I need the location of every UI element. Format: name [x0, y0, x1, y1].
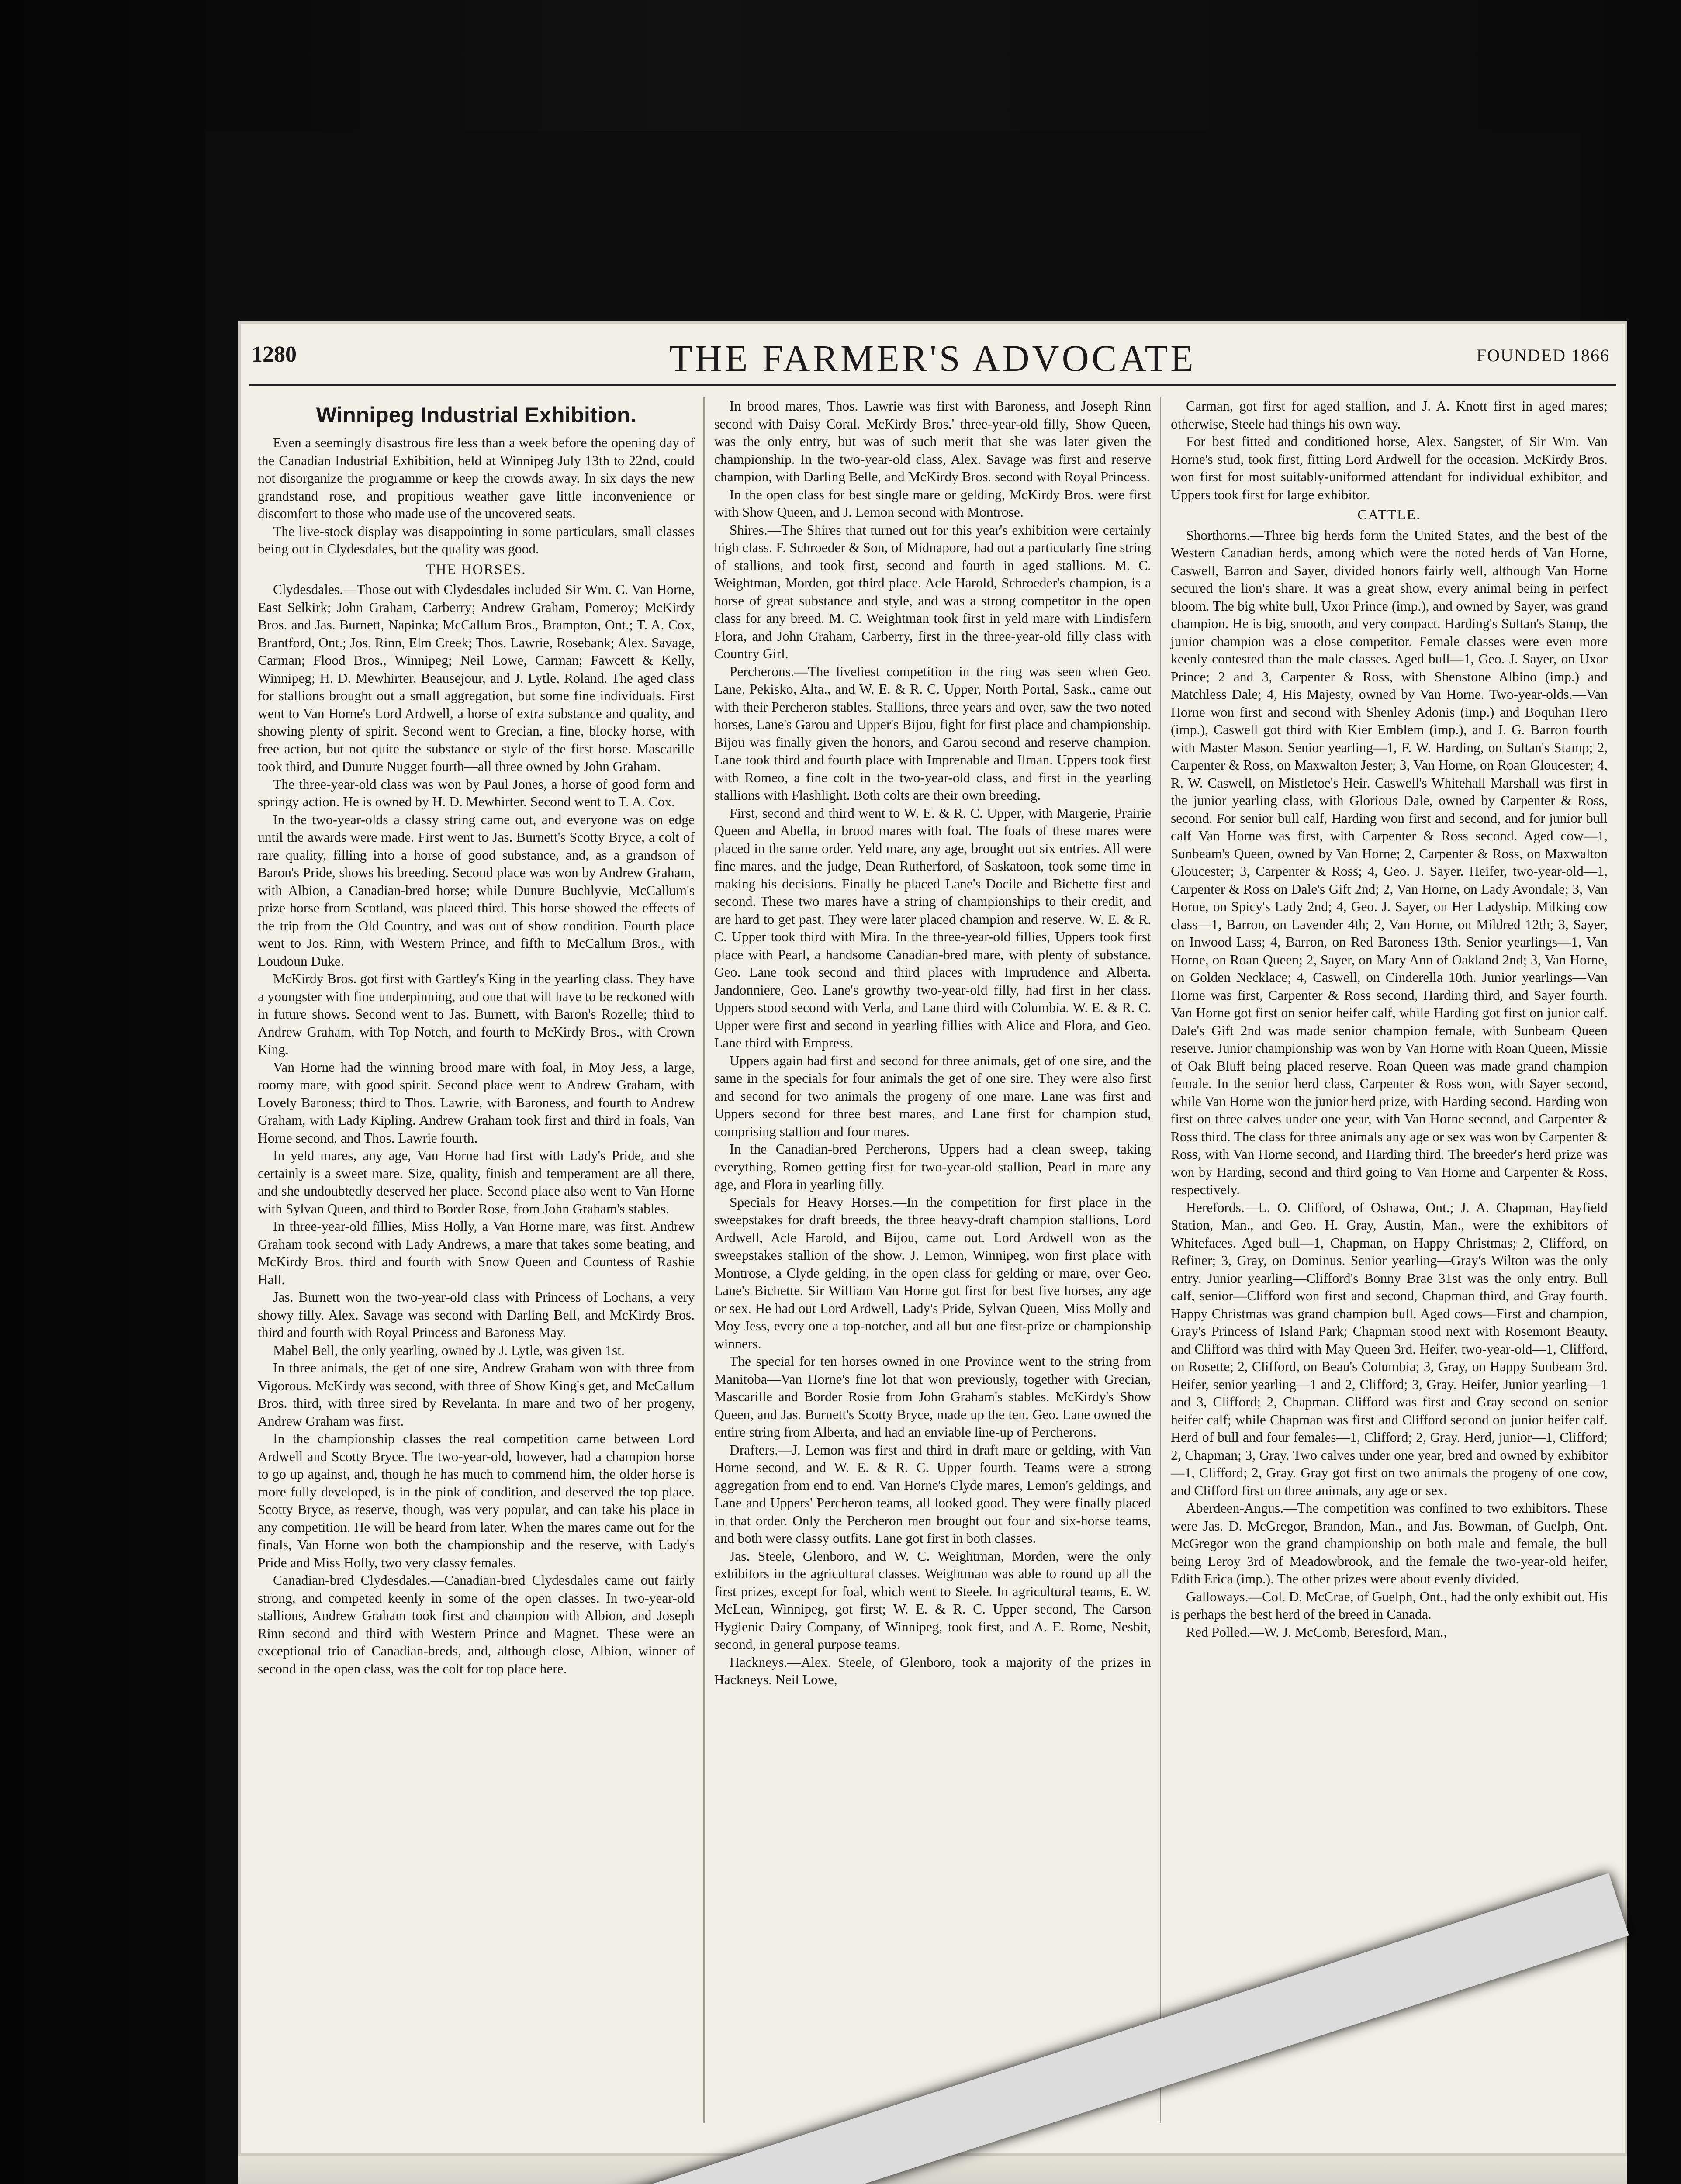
paragraph: In the two-year-olds a classy string came out, and everyone was on edge until the awards were made. First went to Jas. Burnett's Scotty Bryce, a colt of rare quality, filling into a horse of good substance, and, as a grandson of Baron's Pride, shows his breeding. Second place was won by Andrew Graham, with Albion, a Canadian-bred horse; while Dunure Buchlyvie, McCallum's prize horse from Scotland, was placed third. This horse showed the effects of the trip from the Old Country, and was out of show condition. Fourth place went to Jos. Rinn, with Western Prince, and fifth to McCallum Bros., with Loudoun Duke.: [258, 812, 695, 969]
paragraph: For best fitted and conditioned horse, Alex. Sangster, of Sir Wm. Van Horne's stud, took first, fitting Lord Ardwell for the occasion. McKirdy Bros. won first for most suitably-uniformed attendant for individual exhibitor, and Uppers took first for large exhibitor.: [1171, 434, 1608, 502]
masthead: [238, 336, 1627, 384]
paragraph: In brood mares, Thos. Lawrie was first with Baroness, and Joseph Rinn second with Daisy Coral. McKirdy Bros.' three-year-old filly, Show Queen, was the only entry, but was of such merit that she was later given the championship. In the two-year-old class, Alex. Savage was first and reserve champion, with Darling Belle, and McKirdy Bros. second with Royal Princess.: [714, 398, 1151, 484]
paragraph: Hackneys.—Alex. Steele, of Glenboro, took a majority of the prizes in Hackneys. Neil Lowe,: [714, 1654, 1151, 1687]
column-1: [258, 397, 695, 1678]
paragraph: Herefords.—L. O. Clifford, of Oshawa, Ont.; J. A. Chapman, Hayfield Station, Man., and Geo. H. Gray, Austin, Man., were the exhibitors of Whitefaces. Aged bull—1, Chapman, on Happy Christmas; 2, Clifford, on Refiner; 3, Gray, on Dominus. Senior yearling—Gray's Wilton was the only entry. Junior yearling—Clifford's Bonny Brae 31st was the only entry. Bull calf, senior—Clifford won first and second, Chapman third, and Gray fourth. Happy Christmas was grand champion bull. Aged cows—First and champion, Gray's Princess of Island Park; Chapman stood next with Rosemont Beauty, and Clifford was third with May Queen 3rd. Heifer, two-year-old—1, Clifford, on Rosette; 2, Clifford, on Beau's Columbia; 3, Gray, on Happy Sunbeam 3rd. Heifer, senior yearling—1 and 2, Clifford; 3, Gray. Heifer, Junior yearling—1 and 3, Clifford; 2, Chapman. Clifford was first and Gray second on senior heifer calf; while Chapman was first and Clifford second on junior heifer calf. Herd of bull and four females—1, Clifford; 2, Gray. Herd, junior—1, Clifford; 2, Chapman; 3, Gray. Two calves under one year, bred and owned by exhibitor—1, Clifford; 2, Gray. Gray got first on two animals the progeny of one cow, and Clifford first on three animals, any age or sex.: [1171, 1199, 1608, 1498]
paragraph: First, second and third went to W. E. & R. C. Upper, with Margerie, Prairie Queen and Abella, in brood mares with foal. The foals of these mares were placed in the same order. Yeld mare, any age, brought out six entries. All were fine mares, and the judge, Dean Rutherford, of Saskatoon, took some time in making his decisions. Finally he placed Lane's Docile and Bichette first and second. These two mares have a string of championships to their credit, and are hard to get past. They were later placed champion and reserve. W. E. & R. C. Upper took third with Mira. In the three-year-old fillies, Uppers took first place with Pearl, a handsome Canadian-bred mare, with plenty of substance. Geo. Lane took second and third places with Imprudence and Alberta. Jandonniere, Geo. Lane's growthy two-year-old filly, had first in her class. Uppers stood second with Verla, and Lane third with Columbia. W. E. & R. C. Upper were first and second in yearling fillies with Alice and Flora, and Geo. Lane third with Empress.: [714, 805, 1151, 1051]
column-divider: [703, 397, 705, 2123]
paragraph: Galloways.—Col. D. McCrae, of Guelph, Ont., had the only exhibit out. His is perhaps the best herd of the breed in Canada.: [1171, 1589, 1608, 1622]
section-heading: THE HORSES.: [426, 561, 526, 577]
paragraph: Specials for Heavy Horses.—In the competition for first place in the sweepstakes for draft breeds, the three heavy-draft champion stallions, Lord Ardwell, Acle Harold, and Bijou, came out. Lord Ardwell won as the sweepstakes stallion of the show. J. Lemon, Winnipeg, won first place with Montrose, a Clyde gelding, in the open class for gelding or mare, over Geo. Lane's Bichette. Sir William Van Horne got first for best five horses, any age or sex. He had out Lord Ardwell, Lady's Pride, Sylvan Queen, Miss Molly and Moy Jess, every one a top-notcher, and all but one first-prize or championship winners.: [714, 1194, 1151, 1351]
paragraph: Red Polled.—W. J. McComb, Beresford, Man.,: [1186, 1624, 1447, 1640]
paragraph: Aberdeen-Angus.—The competition was confined to two exhibitors. These were Jas. D. McGregor, Brandon, Man., and Jas. Bowman, of Guelph, Ont. McGregor won the grand championship on both male and female, the bull being Leroy 3rd of Meadowbrook, and the female the two-year-old heifer, Edith Erica (imp.). The other prizes were about evenly divided.: [1171, 1500, 1608, 1586]
paragraph: Percherons.—The liveliest competition in the ring was seen when Geo. Lane, Pekisko, Alta., and W. E. & R. C. Upper, North Portal, Sask., came out with their Percheron stables. Stallions, three years and over, saw the two noted horses, Lane's Garou and Upper's Bijou, fight for first place and championship. Bijou was finally given the honors, and Garou second and reserve champion. Lane took third and fourth place with Imprenable and Ilman. Uppers took first with Romeo, a fine colt in the two-year-old class, and first in the yearling stallions with Flashlight. Both colts are their own breeding.: [714, 663, 1151, 803]
paragraph: The three-year-old class was won by Paul Jones, a horse of good form and springy action. He is owned by H. D. Mewhirter. Second went to T. A. Cox.: [258, 776, 695, 809]
paragraph: Mabel Bell, the only yearling, owned by J. Lytle, was given 1st.: [273, 1342, 625, 1358]
paragraph: Jas. Steele, Glenboro, and W. C. Weightman, Morden, were the only exhibitors in the agricultural classes. Weightman was able to round up all the first prizes, except for foal, which went to Steele. In agricultural teams, E. W. McLean, Winnipeg, got first; W. E. & R. C. Upper second, The Carson Hygienic Dairy Company, of Winnipeg, took first, and A. E. Rome, Nesbit, second, in general purpose teams.: [714, 1548, 1151, 1652]
column-3: [1171, 397, 1608, 1641]
column-2: [714, 397, 1151, 1689]
paragraph: Clydesdales.—Those out with Clydesdales included Sir Wm. C. Van Horne, East Selkirk; John Graham, Carberry; Andrew Graham, Pomeroy; McKirdy Bros. and Jas. Burnett, Napinka; McCallum Bros., Brampton, Ont.; T. A. Cox, Brantford, Ont.; Jos. Rinn, Elm Creek; Thos. Lawrie, Rosebank; Alex. Savage, Carman; Flood Bros., Winnipeg; Neil Lowe, Carman; Fawcett & Kelly, Winnipeg; H. D. Mewhirter, Beausejour, and J. Lytle, Roland. The aged class for stallions brought out a small aggregation, but some fine individuals. First went to Van Horne's Lord Ardwell, a horse of extra substance and quality, and showing plenty of spirit. Second went to Grecian, a fine, blocky horse, with free action, but not quite the substance or style of the first horse. Mascarille took third, and Dunure Nugget fourth—all three owned by John Graham.: [258, 582, 695, 774]
paragraph: Shorthorns.—Three big herds form the United States, and the best of the Western Canadian herds, among which were the noted herds of Van Horne, Caswell, Barron and Sayer, divided honors fairly well, although Van Horne secured the lion's share. It was a great show, every animal being in perfect bloom. The big white bull, Uxor Prince (imp.), and owned by Sayer, was grand champion. He is big, smooth, and very compact. Harding's Sultan's Stamp, the junior champion was a close competitor. Female classes were even more keenly contested than the male classes. Aged bull—1, Geo. J. Sayer, on Uxor Prince; 2 and 3, Carpenter & Ross, with Shenstone Albino (imp.) and Matchless Dale; 4, His Majesty, owned by Van Horne. Two-year-olds.—Van Horne won first and second with Shenley Adonis (imp.) and Boquhan Hero (imp.), Caswell got third with Kier Emblem (imp.), and J. G. Barron fourth with Master Mason. Senior yearling—1, F. W. Harding, on Sultan's Stamp; 2, Carpenter & Ross, on Maxwalton Jester; 3, Van Horne, on Roan Gloucester; 4, R. W. Caswell, on Mistletoe's Heir. Caswell's Whitehall Marshall was first in the junior yearling class, with Glorious Dale, owned by Carpenter & Ross, second. For senior bull calf, Harding won first and second, and for junior bull calf Van Horne was first, with Carpenter & Ross second. Aged cow—1, Sunbeam's Queen, owned by Van Horne; 2, Carpenter & Ross, on Maxwalton Gloucester; 3, Carpenter & Ross; 4, Geo. J. Sayer. Heifer, two-year-old—1, Carpenter & Ross on Dale's Gift 2nd; 2, Van Horne, on Lady Avondale; 3, Van Horne, on Spicy's Lady 2nd; 4, Geo. J. Sayer, on Her Ladyship. Milking cow class—1, Barron, on Lavender 4th; 2, Van Horne, on Mildred 12th; 3, Sayer, on Inwood Lass; 4, Barron, on Red Baroness 13th. Senior yearlings—1, Van Horne, on Roan Queen; 2, Sayer, on Mary Ann of Oakland 2nd; 3, Van Horne, on Golden Necklace; 4, Caswell, on Cinderella 10th. Junior yearlings—Van Horne was first, Carpenter & Ross second, Harding third, and Sayer fourth. Van Horne got first on senior heifer calf, while Harding got first on junior calf. Dale's Gift 2nd was made senior champion female, with Sunbeam Queen reserve. Junior championship was won by Van Horne with Roan Queen, Missie of Oak Bluff being placed reserve. Roan Queen was made grand champion female. In the senior herd class, Carpenter & Ross won, with Sayer second, while Van Horne won the junior herd prize, with Harding second. Harding won first on three calves under one year, with Van Horne second, and Carpenter & Ross third. The class for three animals any age or sex was won by Carpenter & Ross, with Van Horne second, and Harding third. The breeder's herd prize was won by Harding, second and third going to Van Horne and Carpenter & Ross, respectively.: [1171, 527, 1608, 1197]
section-heading: CATTLE.: [1357, 507, 1421, 523]
newspaper-page: [238, 321, 1627, 2156]
column-divider: [1160, 397, 1161, 2123]
paragraph: The live-stock display was disappointing in some particulars, small classes being out in Clydesdales, but the quality was good.: [258, 523, 695, 556]
paragraph: In three-year-old fillies, Miss Holly, a Van Horne mare, was first. Andrew Graham took second with Lady Andrews, a mare that takes some beating, and McKirdy Bros. third and fourth with Snow Queen and Countess of Rashie Hall.: [258, 1219, 695, 1287]
paragraph: In yeld mares, any age, Van Horne had first with Lady's Pride, and she certainly is a sweet mare. Size, quality, finish and temperament are all there, and she undoubtedly deserved her place. Second place also went to Van Horne with Sylvan Queen, and third to Border Rose, from John Graham's stables.: [258, 1148, 695, 1216]
paragraph: Uppers again had first and second for three animals, get of one sire, and the same in the specials for four animals the get of one sire. They were also first and second for two animals the progeny of one mare. Lane was first and Uppers second for three best mares, and Lane first for champion stud, comprising stallion and four mares.: [714, 1053, 1151, 1139]
page-number: 1280: [251, 342, 297, 367]
paragraph: Van Horne had the winning brood mare with foal, in Moy Jess, a large, roomy mare, with good spirit. Second place went to Andrew Graham, with Lovely Baroness; third to Thos. Lawrie, with Baroness, and fourth to Andrew Graham, with Lady Kipling. Andrew Graham took first and third in foals, Van Horne second, and Thos. Lawrie fourth.: [258, 1059, 695, 1146]
article-heading: Winnipeg Industrial Exhibition.: [316, 403, 636, 427]
paragraph: In the Canadian-bred Percherons, Uppers had a clean sweep, taking everything, Romeo getting first for two-year-old stallion, Pearl in mare any age, and Flora in yearling filly.: [714, 1141, 1151, 1192]
paragraph: Carman, got first for aged stallion, and J. A. Knott first in aged mares; otherwise, Steele had things his own way.: [1171, 398, 1608, 432]
masthead-rule: [249, 384, 1616, 386]
paragraph: McKirdy Bros. got first with Gartley's King in the yearling class. They have a youngster with fine underpinning, and one that will have to be reckoned with in future shows. Second went to Jas. Burnett, with Baron's Rozelle; third to Andrew Graham, with Top Notch, and fourth to McKirdy Bros., with Crown King.: [258, 971, 695, 1057]
paragraph: In three animals, the get of one sire, Andrew Graham won with three from Vigorous. McKirdy was second, with three of Show King's get, and McCallum Bros. third, with three sired by Revelanta. In mare and two of her progeny, Andrew Graham was first.: [258, 1360, 695, 1429]
founded-line: FOUNDED 1866: [1476, 346, 1610, 365]
paragraph: Drafters.—J. Lemon was first and third in draft mare or gelding, with Van Horne second, and W. E. & R. C. Upper fourth. Teams were a strong aggregation from end to end. Van Horne's Clyde mares, Lemon's geldings, and Lane and Uppers' Percheron teams, all looked good. They were finally placed in that order. Only the Percheron men brought out four and six-horse teams, and both were classy outfits. Lane got first in both classes.: [714, 1442, 1151, 1546]
newspaper-title: THE FARMER'S ADVOCATE: [669, 337, 1196, 379]
paragraph: In the championship classes the real competition came between Lord Ardwell and Scotty Bryce. The two-year-old, however, had a champion horse to go up against, and, though he has much to commend him, the older horse is more fully developed, is in the pink of condition, and deserved the top place. Scotty Bryce, as reserve, though, was very popular, and can take his place in any competition. He will be heard from later. When the mares came out for the finals, Van Horne won both the championship and the reserve, with Lady's Pride and Miss Holly, two very classy females.: [258, 1431, 695, 1570]
paragraph: Jas. Burnett won the two-year-old class with Princess of Lochans, a very showy filly. Alex. Savage was second with Darling Bell, and McKirdy Bros. third and fourth with Royal Princess and Baroness May.: [258, 1289, 695, 1340]
paragraph: Canadian-bred Clydesdales.—Canadian-bred Clydesdales came out fairly strong, and competed keenly in some of the open classes. In two-year-old stallions, Andrew Graham took first and champion with Albion, and Joseph Rinn second and third with Western Prince and Magnet. These were an exceptional trio of Canadian-breds, and, although close, Albion, winner of second in the open class, was the colt for top place here.: [258, 1572, 695, 1676]
paragraph: In the open class for best single mare or gelding, McKirdy Bros. were first with Show Queen, and J. Lemon second with Montrose.: [714, 487, 1151, 520]
paragraph: The special for ten horses owned in one Province went to the string from Manitoba—Van Horne's fine lot that won previously, together with Grecian, Mascarille and Border Rosie from John Graham's stables. McKirdy's Show Queen, and Jas. Burnett's Scotty Bryce, made up the ten. Geo. Lane owned the entire string from Alberta, and had an enviable line-up of Percherons.: [714, 1354, 1151, 1440]
paragraph: Even a seemingly disastrous fire less than a week before the opening day of the Canadian Industrial Exhibition, held at Winnipeg July 13th to 22nd, could not disorganize the programme or keep the crowds away. In six days the new grandstand rose, and propitious weather gave little inconvenience or discomfort to those who made use of the uncovered seats.: [258, 435, 695, 521]
paragraph: Shires.—The Shires that turned out for this year's exhibition were certainly high class. F. Schroeder & Son, of Midnapore, had out a particularly fine string of stallions, and took first, second and fourth in aged stallions. M. C. Weightman, Morden, got third place. Acle Harold, Schroeder's champion, is a horse of great substance and style, and was a strong competitor in the open class for any breed. M. C. Weightman took first in yeld mare with Lindisfern Flora, and John Graham, Carberry, first in the three-year-old filly class with Country Girl.: [714, 522, 1151, 661]
